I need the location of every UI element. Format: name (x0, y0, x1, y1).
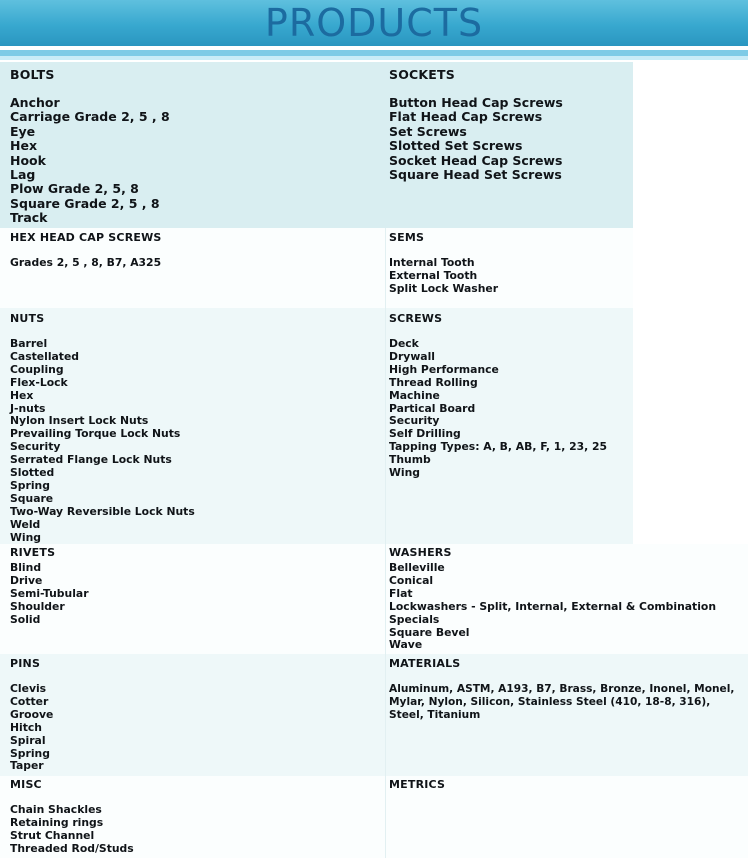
list-item: Split Lock Washer (389, 281, 499, 295)
list-item: Lag (10, 167, 36, 183)
section-heading: HEX HEAD CAP SCREWS (10, 231, 162, 244)
list-item: Thumb (389, 453, 431, 467)
list-item: Spring (10, 478, 50, 492)
list-item: Prevailing Torque Lock Nuts (10, 427, 181, 441)
section-heading: METRICS (389, 778, 446, 791)
list-item: Spring (10, 746, 50, 760)
section-sockets (379, 67, 634, 182)
section-pins (0, 657, 380, 773)
list-item: Track (10, 210, 48, 226)
section-screws (379, 312, 634, 480)
list-item: Retaining rings (10, 815, 104, 829)
list-item: Drywall (389, 349, 435, 363)
list-item: Weld (10, 517, 41, 531)
list-item: Chain Shackles (10, 803, 102, 816)
item-list (10, 338, 380, 545)
section-metrics (379, 778, 744, 791)
list-item: J-nuts (10, 401, 46, 415)
list-item: Hex (10, 138, 38, 154)
list-item: Flat (389, 586, 413, 600)
section-washers (379, 546, 744, 652)
list-item: Thread Rolling (389, 375, 478, 389)
list-item: Spiral (10, 733, 46, 747)
list-item: Machine (389, 388, 440, 402)
list-item: Serrated Flange Lock Nuts (10, 453, 172, 467)
list-item: Shoulder (10, 599, 65, 613)
list-item: Square Grade 2, 5 , 8 (10, 195, 160, 211)
list-item: Drive (10, 573, 43, 587)
list-item: Slotted Set Screws (389, 138, 523, 154)
list-item: Eye (10, 123, 36, 139)
section-heading: MISC (10, 778, 42, 791)
list-item: Lockwashers - Split, Internal, External & Combination (389, 599, 717, 613)
list-item: Self Drilling (389, 427, 461, 441)
item-list (389, 257, 634, 296)
section-heading: WASHERS (389, 546, 452, 559)
list-item: Barrel (10, 337, 48, 350)
item-list (10, 96, 380, 226)
section-sems (379, 231, 634, 296)
section-heading: RIVETS (10, 546, 56, 559)
list-item: Conical (389, 573, 434, 587)
list-item: Hook (10, 152, 46, 168)
item-list (10, 257, 380, 270)
list-item: Wing (10, 530, 42, 544)
list-item: Nylon Insert Lock Nuts (10, 414, 149, 428)
list-item: Flex-Lock (10, 375, 68, 389)
item-list (10, 683, 380, 773)
section-heading: PINS (10, 657, 41, 670)
list-item: External Tooth (389, 268, 478, 282)
section-bolts (0, 67, 380, 226)
item-list (389, 683, 745, 723)
list-item: Button Head Cap Screws (389, 95, 563, 110)
list-item: Cotter (10, 694, 49, 708)
list-item: Clevis (10, 682, 47, 695)
section-rivets (0, 546, 380, 627)
banner-divider-light (0, 56, 748, 60)
list-item: Partical Board (389, 401, 476, 415)
list-item: Slotted (10, 466, 55, 480)
list-item: Specials (389, 612, 440, 626)
item-list (389, 562, 744, 652)
list-item: Groove (10, 707, 54, 721)
list-item: Set Screws (389, 123, 467, 139)
section-heading: SOCKETS (389, 67, 455, 82)
list-item: Solid (10, 612, 41, 626)
list-item: Semi-Tubular (10, 586, 89, 600)
list-item: Threaded Rod/Studs (10, 841, 134, 855)
list-item: Coupling (10, 362, 64, 376)
section-heading: NUTS (10, 312, 45, 325)
section-heading: MATERIALS (389, 657, 461, 670)
list-item: Security (389, 414, 440, 428)
list-item: Square Head Set Screws (389, 167, 562, 183)
list-item: Internal Tooth (389, 256, 475, 269)
list-item: Security (10, 440, 61, 454)
section-nuts (0, 312, 380, 545)
section-heading: BOLTS (10, 67, 55, 82)
item-list (389, 338, 634, 480)
list-item: Grades 2, 5 , 8, B7, A325 (10, 256, 162, 269)
list-item: Anchor (10, 95, 60, 110)
list-item: Blind (10, 561, 42, 574)
list-item: Square Bevel (389, 625, 470, 639)
list-item: Carriage Grade 2, 5 , 8 (10, 109, 170, 125)
materials-text: Aluminum, ASTM, A193, B7, Brass, Bronze, Inonel, Monel, Mylar, Nylon, Silicon, Stainless Steel (410, 18-8, 316), Steel, Titanium (389, 683, 735, 722)
list-item: Hex (10, 388, 34, 402)
list-item: Plow Grade 2, 5, 8 (10, 181, 139, 197)
list-item: Socket Head Cap Screws (389, 152, 563, 168)
section-misc (0, 778, 380, 856)
list-item: Deck (389, 337, 419, 350)
list-item: Castellated (10, 349, 80, 363)
list-item: Two-Way Reversible Lock Nuts (10, 504, 195, 518)
section-heading: SCREWS (389, 312, 443, 325)
list-item: Strut Channel (10, 828, 95, 842)
item-list (10, 804, 380, 856)
list-item: Belleville (389, 561, 445, 574)
list-item: Tapping Types: A, B, AB, F, 1, 23, 25 (389, 440, 608, 454)
products-banner (0, 0, 748, 46)
list-item: Taper (10, 759, 44, 773)
section-hex-head-cap-screws (0, 231, 380, 270)
list-item: Square (10, 491, 54, 505)
list-item: High Performance (389, 362, 499, 376)
list-item: Wave (389, 638, 423, 652)
section-materials (379, 657, 745, 723)
page-title: PRODUCTS (264, 1, 484, 45)
item-list (389, 96, 634, 182)
list-item: Flat Head Cap Screws (389, 109, 543, 125)
list-item: Hitch (10, 720, 42, 734)
section-heading: SEMS (389, 231, 425, 244)
list-item: Wing (389, 466, 421, 480)
item-list (10, 562, 380, 627)
